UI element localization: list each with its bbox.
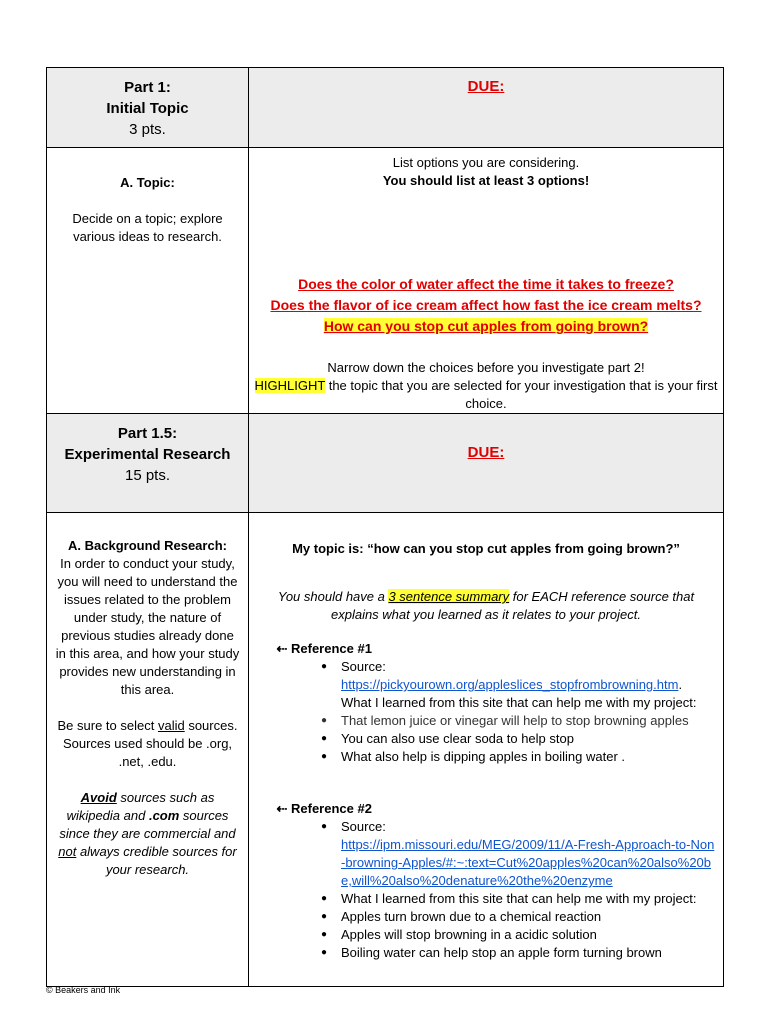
arrow-icon: ⇠	[276, 801, 288, 816]
reference-2-list	[249, 818, 723, 962]
highlight-note-text: the topic that you are selected for your investigation that is your first choice.	[325, 378, 718, 411]
part1-title-cell	[47, 68, 249, 148]
research-sources-note	[55, 717, 240, 771]
arrow-icon: ⇠	[276, 641, 288, 656]
part15-points: 15 pts.	[124, 467, 171, 484]
reference-1-heading	[249, 640, 723, 658]
valid-word: valid	[157, 718, 185, 733]
topic-left-cell	[47, 148, 249, 414]
list-item: ● What I learned from this site that can help me with my project:	[341, 890, 723, 908]
avoid-text-2: sources since they are commercial and	[59, 808, 236, 841]
research-avoid-note	[55, 789, 240, 879]
avoid-text: sources such as wikipedia and	[66, 790, 215, 823]
reference-1-label: Reference #1	[291, 641, 372, 656]
topic-right-cell	[249, 148, 724, 414]
summary-highlight: 3 sentence summary	[388, 589, 510, 604]
list-item	[341, 818, 723, 890]
not-word: not	[58, 844, 77, 859]
com-word: .com	[148, 808, 180, 823]
topic-option-selected: How can you stop cut apples from going brown?	[323, 318, 649, 334]
summary-instructions	[249, 588, 723, 624]
list-item: ● Boiling water can help stop an apple form turning brown	[341, 944, 723, 962]
avoid-word: Avoid	[80, 790, 117, 805]
part1-header-row	[47, 68, 724, 148]
list-item: ● Apples will stop browning in a acidic solution	[341, 926, 723, 944]
topic-option: Does the flavor of ice cream affect how fast the ice cream melts?	[270, 297, 702, 313]
summary-text: You should have a	[277, 589, 389, 604]
part15-header-row	[47, 414, 724, 513]
part1-due-label: DUE:	[467, 78, 505, 95]
research-row	[47, 513, 724, 987]
part1-subtitle: Initial Topic	[106, 100, 189, 117]
sources-text: Be sure to select	[57, 718, 158, 733]
topic-row	[47, 148, 724, 414]
topic-instructions: List options you are considering.	[392, 155, 580, 170]
research-heading: A. Background Research:	[68, 538, 227, 553]
part1-points: 3 pts.	[129, 121, 166, 138]
part15-title-cell	[47, 414, 249, 513]
reference-1-link[interactable]: https://pickyourown.org/appleslices_stopfrombrowning.htm	[341, 677, 679, 692]
topic-instructions-bold: You should list at least 3 options!	[382, 173, 590, 188]
research-right-cell	[249, 513, 724, 987]
research-description: In order to conduct your study, you will need to understand the issues related to the problem under study, the nature of previous studies already done in this area, and how your study provides new understanding in this area.	[55, 556, 240, 697]
footer-copyright: © Beakers and Ink	[46, 985, 121, 995]
part1-title: Part 1:	[124, 79, 171, 96]
topic-highlight-note	[249, 377, 723, 413]
part15-due-cell	[249, 414, 724, 513]
topic-narrow-text: Narrow down the choices before you investigate part 2!	[327, 360, 645, 375]
part15-title: Part 1.5:	[117, 425, 178, 442]
avoid-text-3: always credible sources for your research.	[76, 844, 237, 877]
topic-heading: A. Topic:	[120, 175, 175, 190]
highlight-word: HIGHLIGHT	[254, 378, 326, 393]
reference-1-list	[249, 658, 723, 766]
reference-2-label: Reference #2	[291, 801, 372, 816]
reference-2-link[interactable]: https://ipm.missouri.edu/MEG/2009/11/A-Fresh-Approach-to-Non-browning-Apples/#:~:text=Cut%20apples%20can%20also%20be,will%20also%20denature%20the%20enzyme	[341, 837, 715, 888]
topic-description: Decide on a topic; explore various ideas to research.	[72, 211, 223, 244]
my-topic: My topic is: “how can you stop cut apples from going brown?”	[292, 541, 680, 556]
list-item: ● Source: https://pickyourown.org/appleslices_stopfrombrowning.htm. What I learned from this site that can help me with my project:	[341, 658, 723, 712]
worksheet-table	[46, 67, 724, 987]
topic-option: Does the color of water affect the time it takes to freeze?	[298, 276, 674, 292]
list-item: ● That lemon juice or vinegar will help to stop browning apples	[341, 712, 723, 730]
reference-2-heading	[249, 800, 723, 818]
part15-subtitle: Experimental Research	[64, 446, 231, 463]
part15-due-label: DUE:	[467, 444, 505, 461]
source-label: Source:	[341, 659, 386, 674]
list-item: ● You can also use clear soda to help stop	[341, 730, 723, 748]
research-left-cell	[47, 513, 249, 987]
list-item: ● Apples turn brown due to a chemical reaction	[341, 908, 723, 926]
learned-text: What I learned from this site that can help me with my project:	[341, 695, 697, 710]
summary-text-2: for EACH reference source that explains what you learned as it relates to your project.	[330, 589, 695, 622]
sources-text-2: sources. Sources used should be .org, .net, .edu.	[62, 718, 238, 769]
part1-due-cell	[249, 68, 724, 148]
source-label: Source:	[341, 819, 386, 834]
list-item: ● What also help is dipping apples in boiling water .	[341, 748, 723, 766]
